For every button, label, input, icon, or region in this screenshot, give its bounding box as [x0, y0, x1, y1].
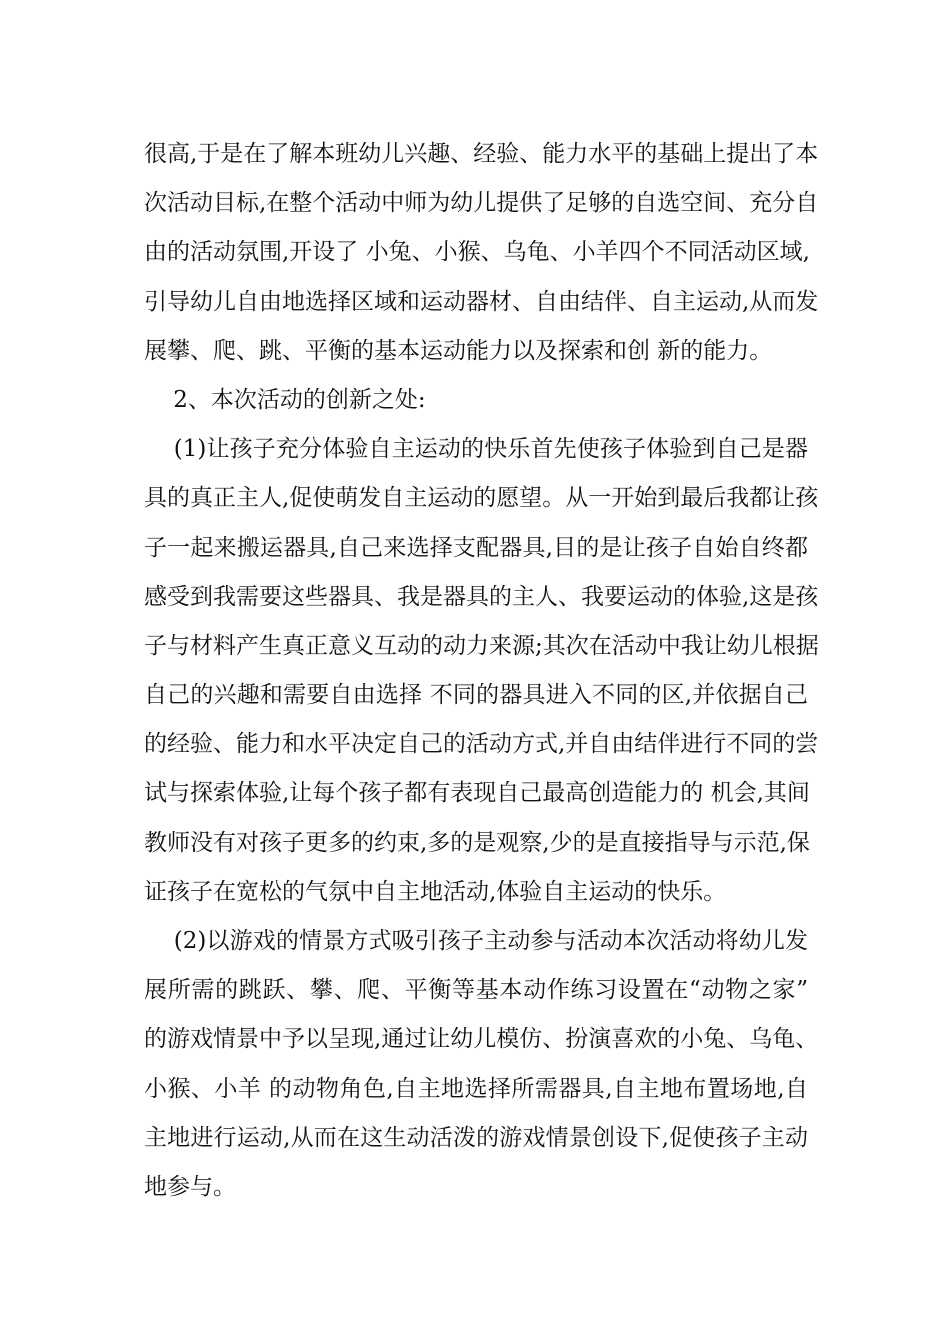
text-line: 小猴、小羊 的动物角色,自主地选择所需器具,自主地布置场地,自 [144, 1075, 808, 1102]
text-line: 试与探索体验,让每个孩子都有表现自己最高创造能力的 机会,其间 [144, 780, 810, 807]
text-line: 自己的兴趣和需要自由选择 不同的器具进入不同的区,并依据自己 [144, 682, 808, 709]
paragraph [144, 425, 819, 917]
text-line: 次活动目标,在整个活动中师为幼儿提供了足够的自选空间、充分自 [144, 190, 819, 217]
text-line: 教师没有对孩子更多的约束,多的是观察,少的是直接指导与示范,保 [144, 829, 810, 856]
text-line: 子与材料产生真正意义互动的动力来源;其次在活动中我让幼儿根据 [144, 632, 819, 659]
text-line: 展攀、爬、跳、平衡的基本运动能力以及探索和创 新的能力。 [144, 337, 773, 364]
text-line: 2、本次活动的创新之处: [144, 386, 426, 413]
text-line: 具的真正主人,促使萌发自主运动的愿望。从一开始到最后我都让孩 [144, 485, 819, 512]
text-line: 地参与。 [144, 1173, 236, 1200]
text-line: 的经验、能力和水平决定自己的活动方式,并自由结伴进行不同的尝 [144, 731, 819, 758]
text-line: 感受到我需要这些器具、我是器具的主人、我要运动的体验,这是孩 [144, 583, 819, 610]
section-heading [144, 376, 808, 425]
text-line: 主地进行运动,从而在这生动活泼的游戏情景创设下,促使孩子主动 [144, 1124, 808, 1151]
text-line: (1)让孩子充分体验自主运动的快乐首先使孩子体验到自己是器 [144, 436, 808, 463]
text-line: 的游戏情景中予以呈现,通过让幼儿模仿、扮演喜欢的小兔、乌龟、 [144, 1026, 819, 1053]
text-line: (2)以游戏的情景方式吸引孩子主动参与活动本次活动将幼儿发 [144, 928, 808, 954]
paragraph [144, 917, 819, 1212]
text-line: 很高,于是在了解本班幼儿兴趣、经验、能力水平的基础上提出了本 [144, 141, 819, 167]
paragraph [144, 130, 819, 376]
text-line: 子一起来搬运器具,自己来选择支配器具,目的是让孩子自始自终都 [144, 534, 808, 561]
text-line: 由的活动氛围,开设了 小兔、小猴、乌龟、小羊四个不同活动区域, [144, 239, 810, 266]
text-line: 引导幼儿自由地选择区域和运动器材、自由结伴、自主运动,从而发 [144, 288, 819, 315]
text-line: 展所需的跳跃、攀、爬、平衡等基本动作练习设置在“动物之家” [144, 977, 808, 1004]
document-body [144, 130, 819, 1212]
text-line: 证孩子在宽松的气氛中自主地活动,体验自主运动的快乐。 [144, 878, 727, 905]
